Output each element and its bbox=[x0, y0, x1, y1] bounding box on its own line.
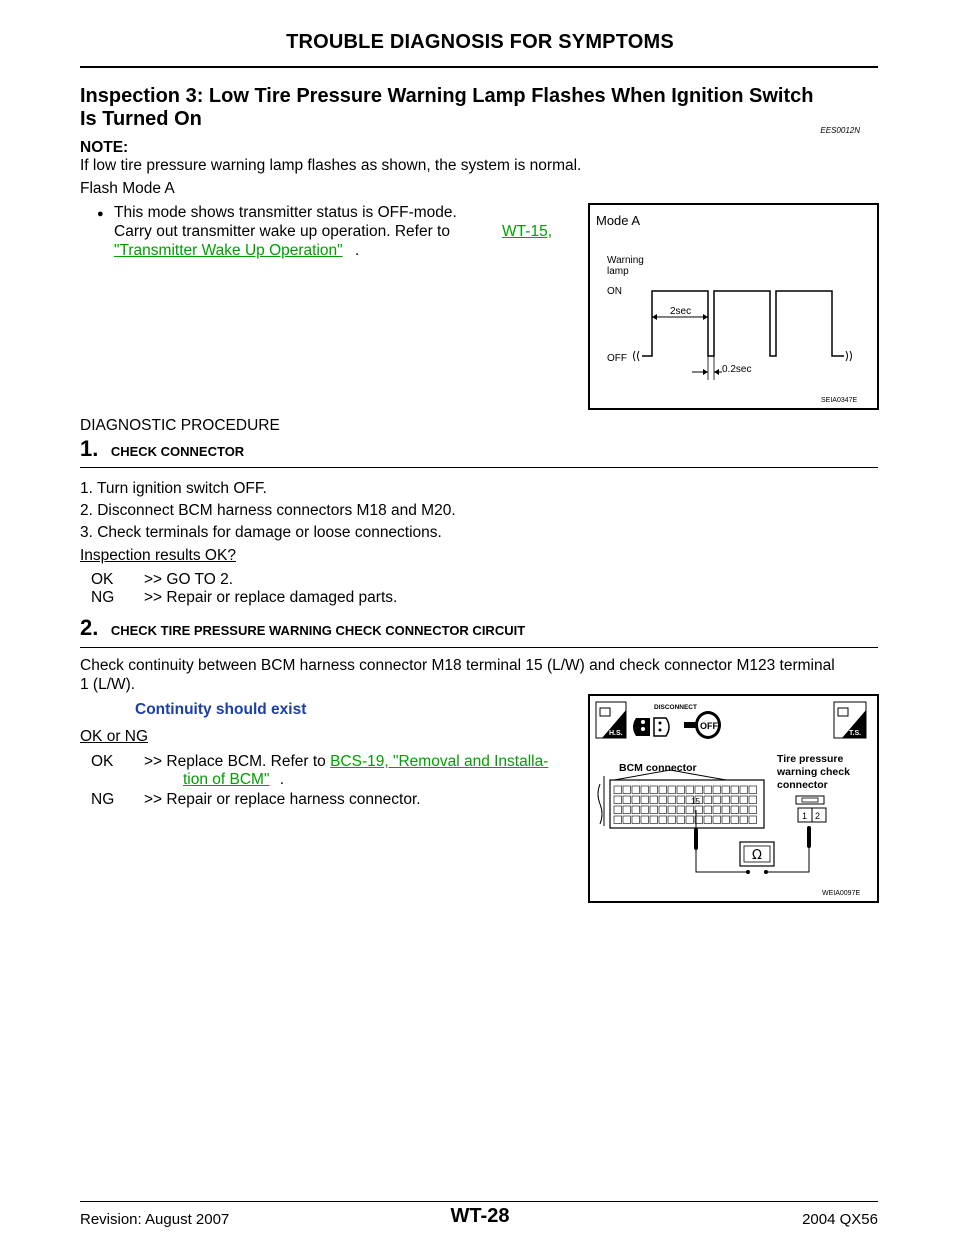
footer-rule bbox=[80, 1201, 878, 1202]
check-connector-body bbox=[796, 796, 826, 822]
step1-item-2: 2. Disconnect BCM harness connectors M18 and M20. bbox=[80, 502, 456, 519]
step1-item-1: 1. Turn ignition switch OFF. bbox=[80, 480, 267, 497]
step1-rule bbox=[80, 467, 878, 468]
pin-15-label: 15 bbox=[691, 797, 700, 806]
pin-1-label: 1 bbox=[802, 811, 808, 821]
continuity-spec: Continuity should exist bbox=[135, 701, 307, 718]
bullet-line2-text: Carry out transmitter wake up operation. Refer to bbox=[114, 223, 450, 240]
break-mark-right bbox=[846, 351, 852, 361]
step1-title: CHECK CONNECTOR bbox=[110, 444, 245, 459]
tire-pressure-label-3: connector bbox=[777, 779, 828, 791]
footer-revision: Revision: August 2007 bbox=[80, 1211, 230, 1228]
note-label: NOTE: bbox=[80, 139, 129, 156]
step2-question: OK or NG bbox=[80, 728, 149, 745]
connector-check-diagram bbox=[588, 694, 879, 903]
step1-number: 1. bbox=[80, 436, 99, 461]
arrow-0p2-right-head bbox=[714, 369, 719, 375]
step2-text-line1: Check continuity between BCM harness connector M18 terminal 15 (L/W) and check connector M123 terminal bbox=[80, 657, 835, 674]
step2-ok-text-main: >> Replace BCM. Refer to bbox=[144, 753, 326, 770]
key-off-label: OFF bbox=[700, 721, 718, 731]
section-title bbox=[80, 85, 880, 135]
step2-ng-label: NG bbox=[91, 791, 115, 808]
waveform-line bbox=[642, 291, 844, 356]
link-bcs19[interactable]: BCS-19, "Removal and Installa- bbox=[330, 753, 549, 770]
step1-item-3: 3. Check terminals for damage or loose connections. bbox=[80, 524, 442, 541]
page-header-title: TROUBLE DIAGNOSIS FOR SYMPTOMS bbox=[286, 31, 674, 53]
label-0p2sec: 0.2sec bbox=[722, 364, 752, 375]
key-off-icon bbox=[684, 711, 721, 739]
tire-pressure-label-1: Tire pressure bbox=[777, 753, 844, 765]
fig2-code: WEIA0097E bbox=[822, 890, 861, 897]
step1-question: Inspection results OK? bbox=[80, 547, 236, 564]
step2-ok-text bbox=[144, 752, 584, 771]
link-transmitter-wake-up[interactable]: "Transmitter Wake Up Operation" bbox=[114, 242, 343, 259]
fig1-code: SEIA0347E bbox=[821, 397, 858, 404]
step2-ok-label: OK bbox=[91, 753, 114, 770]
note-text: If low tire pressure warning lamp flashes as shown, the system is normal. bbox=[80, 157, 582, 174]
step2-number: 2. bbox=[80, 615, 99, 640]
bullet-line1: This mode shows transmitter status is OFF-mode. bbox=[114, 204, 457, 221]
procedure-title: DIAGNOSTIC PROCEDURE bbox=[80, 417, 280, 434]
step1-ok-label: OK bbox=[91, 571, 114, 588]
step1-ng-text: >> Repair or replace damaged parts. bbox=[144, 589, 398, 606]
bullet-line3 bbox=[114, 241, 554, 260]
ohm-symbol: Ω bbox=[752, 848, 762, 863]
mode-label: Mode A bbox=[596, 213, 641, 228]
step2-title: CHECK TIRE PRESSURE WARNING CHECK CONNECTOR CIRCUIT bbox=[110, 623, 526, 638]
step2-rule bbox=[80, 647, 878, 648]
disconnect-label: DISCONNECT bbox=[654, 704, 697, 711]
step2-heading bbox=[80, 615, 525, 641]
connector-diagram-svg bbox=[590, 696, 877, 901]
label-2sec: 2sec bbox=[670, 306, 692, 317]
check-probe bbox=[807, 826, 811, 848]
bullet-tail: . bbox=[354, 242, 360, 259]
lamp-label: lamp bbox=[607, 266, 629, 277]
step1-heading bbox=[80, 436, 244, 462]
header-rule bbox=[80, 66, 878, 68]
warning-label: Warning bbox=[607, 255, 644, 266]
step2-ok-line2 bbox=[183, 770, 284, 789]
ohmmeter-terminal-left bbox=[746, 870, 750, 874]
ts-label: T.S. bbox=[849, 730, 862, 737]
bcm-connector-label: BCM connector bbox=[619, 762, 697, 774]
bullet-line2 bbox=[114, 222, 552, 241]
step1-ok-text: >> GO TO 2. bbox=[144, 571, 234, 588]
footer-page-number: WT-28 bbox=[450, 1205, 510, 1227]
break-mark-left bbox=[634, 351, 640, 361]
step2-text-line2: 1 (L/W). bbox=[80, 676, 136, 693]
section-code: EES0012N bbox=[820, 126, 860, 135]
footer-model: 2004 QX56 bbox=[802, 1211, 878, 1228]
bcm-probe bbox=[694, 828, 698, 850]
off-label: OFF bbox=[607, 353, 627, 364]
flash-mode-label: Flash Mode A bbox=[80, 180, 175, 197]
step2-ok-tail: . bbox=[279, 771, 285, 788]
step1-ng-label: NG bbox=[91, 589, 115, 606]
bullet-icon: ● bbox=[97, 208, 104, 220]
disconnect-connector-icon bbox=[633, 718, 669, 736]
bcm-connector-body bbox=[598, 770, 764, 828]
on-label: ON bbox=[607, 286, 622, 297]
section-title-line1: Inspection 3: Low Tire Pressure Warning Lamp Flashes When Ignition Switch bbox=[80, 85, 814, 107]
bullet-text bbox=[114, 203, 554, 260]
timing-diagram-svg bbox=[590, 205, 877, 408]
hs-label: H.S. bbox=[609, 730, 623, 737]
pin-2-label: 2 bbox=[815, 811, 821, 821]
link-wt15[interactable]: WT-15, bbox=[502, 223, 552, 240]
warning-lamp-timing-diagram bbox=[588, 203, 879, 410]
arrow-0p2-left-head bbox=[703, 369, 708, 375]
link-bcs19-cont[interactable]: tion of BCM" bbox=[183, 771, 270, 788]
step2-ng-text: >> Repair or replace harness connector. bbox=[144, 791, 421, 808]
tire-pressure-label-2: warning check bbox=[777, 766, 850, 778]
ohmmeter-terminal-right bbox=[764, 870, 768, 874]
section-title-line2: Is Turned On bbox=[80, 108, 202, 130]
